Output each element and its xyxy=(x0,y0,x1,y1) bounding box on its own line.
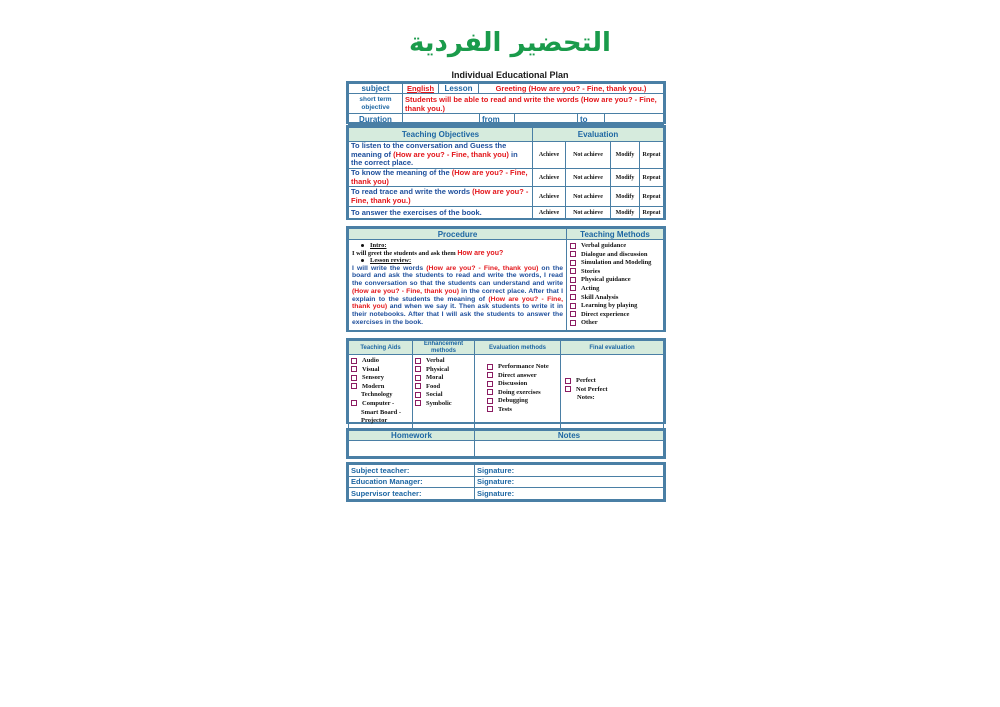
teaching-aids-list xyxy=(349,355,413,429)
evaluation-method-item-label: Discussion xyxy=(498,380,528,388)
objective-text: To know the meaning of the (How are you? - Fine, thank you) xyxy=(349,169,533,187)
signature-field[interactable]: Signature: xyxy=(475,465,664,477)
enhancement-item-label: Food xyxy=(426,382,441,390)
checkbox-icon[interactable] xyxy=(415,366,421,372)
homework-header: Homework xyxy=(349,431,475,441)
checkbox-icon[interactable] xyxy=(487,364,493,370)
subject-label: subject xyxy=(349,84,403,94)
repeat-option[interactable]: Repeat xyxy=(640,207,664,219)
teaching-aid-item[interactable] xyxy=(351,366,410,375)
to-label: to xyxy=(578,114,605,124)
from-label: from xyxy=(480,114,515,124)
signature-row xyxy=(349,465,664,477)
checkbox-icon[interactable] xyxy=(487,372,493,378)
evaluation-method-item[interactable] xyxy=(487,363,558,372)
enhancement-header: Enhancement methods xyxy=(413,341,475,355)
objective-row xyxy=(349,187,664,207)
teaching-method-item[interactable] xyxy=(570,276,660,285)
achieve-option[interactable]: Achieve xyxy=(533,187,566,207)
teaching-method-item[interactable] xyxy=(570,294,660,303)
teaching-method-item-label: Learning by playing xyxy=(581,302,638,310)
teaching-method-item-label: Physical guidance xyxy=(581,276,631,284)
bullet-icon xyxy=(361,259,364,262)
checkbox-icon[interactable] xyxy=(351,383,357,389)
procedure-paragraph: I will write the words (How are you? - Fine, thank you) on the board and ask the students to read and write the words, I read the conversation so that the students can understand and write (How are you? - Fine, thank you) in the correct place. After that I explain to the students the meaning of (How are you? - Fine, thank you) and when we say it. Then ask students to write it in their notebooks. After that I will ask the students to answer the exercises in the book. xyxy=(352,264,564,327)
enhancement-list xyxy=(413,355,475,429)
modify-option[interactable]: Modify xyxy=(611,142,640,169)
evaluation-method-item[interactable] xyxy=(487,380,558,389)
achieve-option[interactable]: Achieve xyxy=(533,142,566,169)
achieve-option[interactable]: Achieve xyxy=(533,207,566,219)
teaching-aid-item-label: Modern Technology xyxy=(361,382,393,399)
checkbox-icon[interactable] xyxy=(415,383,421,389)
education-manager-label: Education Manager: xyxy=(349,476,475,488)
enhancement-item-label: Verbal xyxy=(426,357,445,364)
teaching-method-item[interactable] xyxy=(570,242,660,251)
to-value[interactable] xyxy=(605,114,664,124)
teaching-method-item[interactable] xyxy=(570,259,660,268)
checkbox-icon[interactable] xyxy=(351,375,357,381)
notes-field-label: Notes: xyxy=(577,394,595,402)
not-achieve-option[interactable]: Not achieve xyxy=(566,207,611,219)
checkbox-icon[interactable] xyxy=(351,366,357,372)
lesson-label: Lesson xyxy=(439,84,479,94)
final-evaluation-item-label: Not Perfect xyxy=(576,385,608,393)
checkbox-icon[interactable] xyxy=(487,389,493,395)
final-evaluation-list xyxy=(561,355,664,429)
checkbox-icon[interactable] xyxy=(487,381,493,387)
teaching-aid-item[interactable] xyxy=(351,400,410,426)
checkbox-icon[interactable] xyxy=(570,294,576,300)
teaching-aid-item-label: Audio xyxy=(362,357,379,364)
signature-row xyxy=(349,476,664,488)
teaching-aid-item-label: Sensory xyxy=(362,374,385,382)
teaching-method-item-label: Dialogue and discussion xyxy=(581,250,648,258)
enhancement-item-label: Physical xyxy=(426,365,450,373)
enhancement-item[interactable] xyxy=(415,400,472,409)
teaching-method-item-label: Direct experience xyxy=(581,310,630,318)
from-value[interactable] xyxy=(515,114,578,124)
supervisor-teacher-label: Supervisor teacher: xyxy=(349,488,475,500)
evaluation-methods-header: Evaluation methods xyxy=(475,341,561,355)
teaching-method-item-label: Verbal guidance xyxy=(581,242,627,249)
enhancement-item-label: Symbolic xyxy=(426,399,452,407)
arabic-page-title: التحضير الفردية xyxy=(409,28,611,58)
subject-teacher-label: Subject teacher: xyxy=(349,465,475,477)
teaching-aids-header: Teaching Aids xyxy=(349,341,413,355)
enhancement-item[interactable] xyxy=(415,391,472,400)
teaching-methods-header: Teaching Methods xyxy=(567,229,664,240)
teaching-method-item[interactable] xyxy=(570,319,660,328)
evaluation-method-item-label: Performance Note xyxy=(498,363,549,370)
teaching-method-item-label: Other xyxy=(581,319,598,327)
signature-field[interactable]: Signature: xyxy=(475,476,664,488)
enhancement-item[interactable] xyxy=(415,374,472,383)
not-achieve-option[interactable]: Not achieve xyxy=(566,187,611,207)
final-evaluation-item[interactable] xyxy=(565,377,661,386)
duration-value[interactable] xyxy=(403,114,480,124)
teaching-method-item-label: Skill Analysis xyxy=(581,293,619,301)
not-achieve-option[interactable]: Not achieve xyxy=(566,142,611,169)
achieve-option[interactable]: Achieve xyxy=(533,169,566,187)
checkbox-icon[interactable] xyxy=(565,378,571,384)
lesson-value: Greeting (How are you? - Fine, thank you.) xyxy=(479,84,664,94)
objective-row xyxy=(349,207,664,219)
objective-text: To read trace and write the words (How are you? - Fine, thank you.) xyxy=(349,187,533,207)
homework-section xyxy=(346,428,666,459)
evaluation-method-item-label: Debugging xyxy=(498,397,528,405)
evaluation-method-item-label: Doing exercises xyxy=(498,388,541,396)
final-evaluation-item[interactable] xyxy=(565,386,661,395)
modify-option[interactable]: Modify xyxy=(611,207,640,219)
teaching-aid-item[interactable] xyxy=(351,383,410,400)
final-evaluation-header: Final evaluation xyxy=(561,341,664,355)
objectives-header: Teaching Objectives xyxy=(349,128,533,142)
final-evaluation-item-label: Perfect xyxy=(576,377,596,384)
evaluation-method-item[interactable] xyxy=(487,406,558,415)
review-heading: Lesson review: xyxy=(358,257,563,265)
enhancement-item[interactable] xyxy=(415,366,472,375)
teaching-aid-item-label: Visual xyxy=(362,365,380,373)
repeat-option[interactable]: Repeat xyxy=(640,187,664,207)
teaching-method-item-label: Acting xyxy=(581,284,600,292)
duration-label: Duration xyxy=(349,114,403,125)
teaching-aid-item[interactable] xyxy=(351,357,410,366)
lesson-info-section xyxy=(346,81,666,124)
checkbox-icon[interactable] xyxy=(351,400,357,406)
evaluation-header: Evaluation xyxy=(533,128,664,142)
evaluation-method-item-label: Direct answer xyxy=(498,371,537,379)
signature-row xyxy=(349,488,664,500)
modify-option[interactable]: Modify xyxy=(611,169,640,187)
aids-section xyxy=(346,338,666,424)
checkbox-icon[interactable] xyxy=(487,398,493,404)
teaching-method-item-label: Simulation and Modeling xyxy=(581,259,652,267)
teaching-method-item[interactable] xyxy=(570,311,660,320)
checkbox-icon[interactable] xyxy=(415,392,421,398)
teaching-method-item[interactable] xyxy=(570,285,660,294)
teaching-method-item[interactable] xyxy=(570,251,660,260)
teaching-aid-item[interactable] xyxy=(351,374,410,383)
objective-row xyxy=(349,142,664,169)
procedure-section xyxy=(346,226,666,332)
objectives-section xyxy=(346,125,666,220)
duration-row xyxy=(403,114,664,125)
enhancement-item[interactable] xyxy=(415,383,472,392)
checkbox-icon[interactable] xyxy=(570,311,576,317)
checkbox-icon[interactable] xyxy=(570,268,576,274)
notes-header: Notes xyxy=(475,431,664,441)
homework-field[interactable] xyxy=(349,441,475,457)
teaching-method-item-label: Stories xyxy=(581,267,601,275)
objective-text: To listen to the conversation and Guess the meaning of (How are you? - Fine, thank you) in the correct place. xyxy=(349,142,533,169)
evaluation-method-item-label: Tests xyxy=(498,405,512,413)
teaching-method-item[interactable] xyxy=(570,302,660,311)
checkbox-icon[interactable] xyxy=(415,358,421,364)
checkbox-icon[interactable] xyxy=(570,251,576,257)
repeat-option[interactable]: Repeat xyxy=(640,142,664,169)
notes-field[interactable] xyxy=(475,441,664,457)
evaluation-method-item[interactable] xyxy=(487,397,558,406)
checkbox-icon[interactable] xyxy=(565,386,571,392)
modify-option[interactable]: Modify xyxy=(611,187,640,207)
checkbox-icon[interactable] xyxy=(570,303,576,309)
procedure-header: Procedure xyxy=(349,229,567,240)
signatures-section xyxy=(346,462,666,502)
checkbox-icon[interactable] xyxy=(570,260,576,266)
signature-field[interactable]: Signature: xyxy=(475,488,664,500)
intro-text: I will greet the students and ask them How are you? xyxy=(352,249,504,257)
checkbox-icon[interactable] xyxy=(570,285,576,291)
procedure-body xyxy=(349,240,567,331)
objective-value: Students will be able to read and write the words (How are you? - Fine, thank you.) xyxy=(403,94,664,114)
objective-label: short term objective xyxy=(349,94,403,114)
teaching-method-item[interactable] xyxy=(570,268,660,277)
checkbox-icon[interactable] xyxy=(570,320,576,326)
objective-row xyxy=(349,169,664,187)
enhancement-item-label: Moral xyxy=(426,374,444,382)
checkbox-icon[interactable] xyxy=(570,277,576,283)
checkbox-icon[interactable] xyxy=(487,406,493,412)
objective-text: To answer the exercises of the book. xyxy=(349,207,533,219)
enhancement-item-label: Social xyxy=(426,391,443,399)
intro-heading: Intro: xyxy=(358,242,563,250)
checkbox-icon[interactable] xyxy=(570,243,576,249)
repeat-option[interactable]: Repeat xyxy=(640,169,664,187)
evaluation-methods-list xyxy=(475,355,561,429)
enhancement-item[interactable] xyxy=(415,357,472,366)
evaluation-method-item[interactable] xyxy=(487,389,558,398)
subject-value: English xyxy=(403,84,439,94)
teaching-aid-item-label: Computer - Smart Board - Projector xyxy=(361,399,402,425)
document-subtitle: Individual Educational Plan xyxy=(451,70,569,80)
teaching-methods-list xyxy=(567,240,664,331)
checkbox-icon[interactable] xyxy=(351,358,357,364)
not-achieve-option[interactable]: Not achieve xyxy=(566,169,611,187)
bullet-icon xyxy=(361,244,364,247)
checkbox-icon[interactable] xyxy=(415,375,421,381)
checkbox-icon[interactable] xyxy=(415,400,421,406)
evaluation-method-item[interactable] xyxy=(487,372,558,381)
